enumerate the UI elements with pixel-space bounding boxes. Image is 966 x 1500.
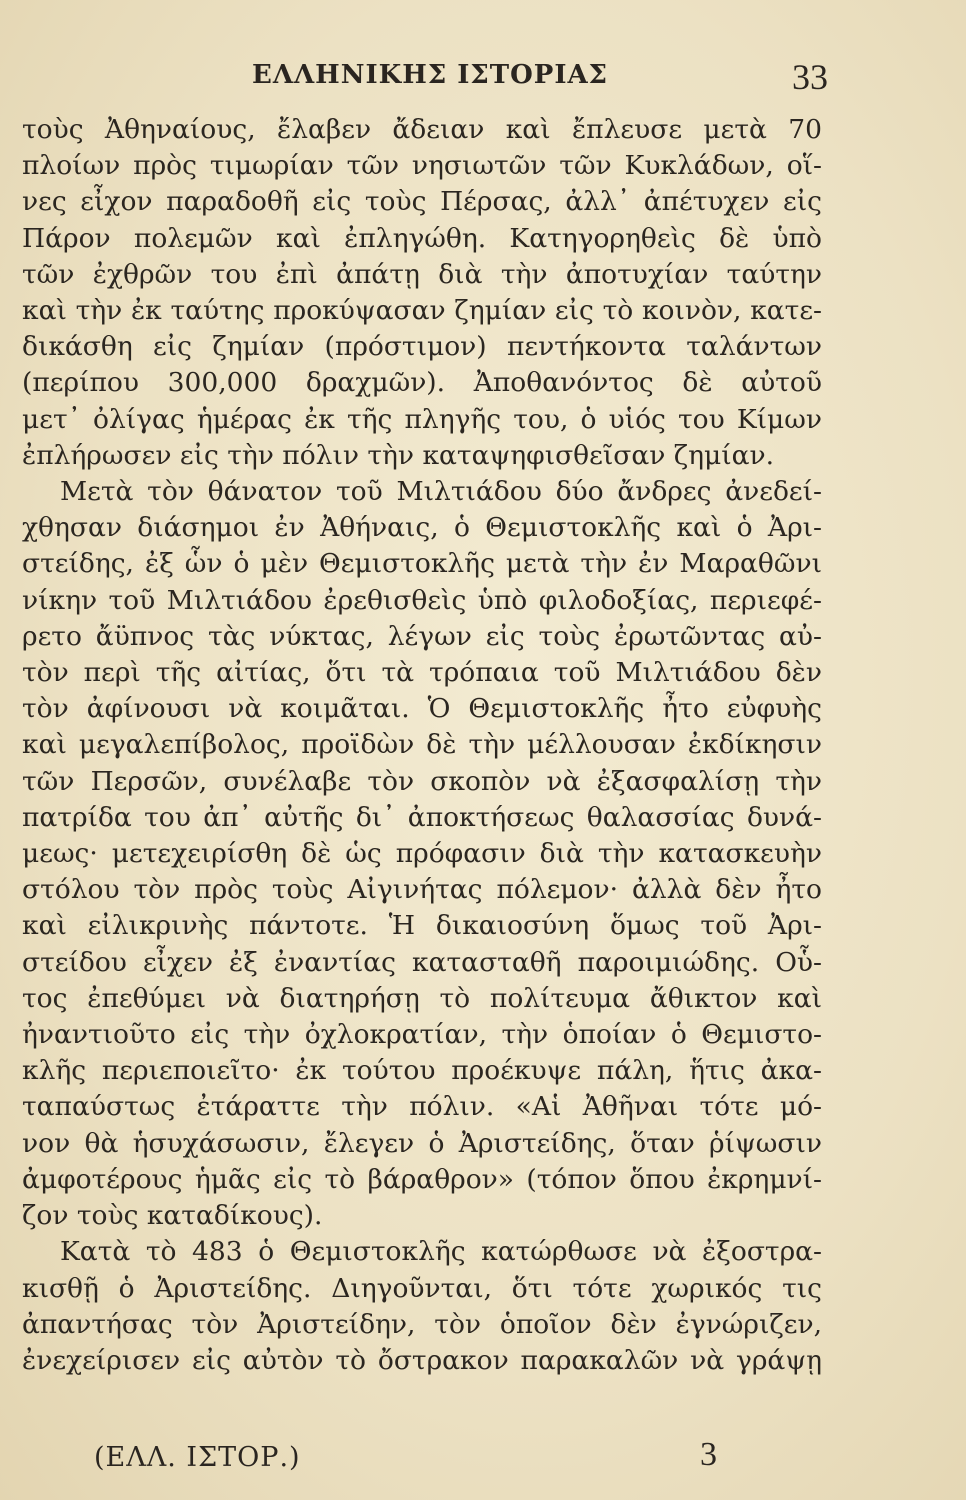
text-line: δικάσθη εἰς ζημίαν (πρόστιμον) πεντήκοντα ταλάντων bbox=[22, 331, 822, 363]
text-line: ἠναντιοῦτο εἰς τὴν ὀχλοκρατίαν, τὴν ὁποίαν ὁ Θεμιστο- bbox=[22, 1019, 822, 1051]
text-line: χθησαν διάσημοι ἐν Ἀθήναις, ὁ Θεμιστοκλῆς καὶ ὁ Ἀρι- bbox=[22, 512, 822, 544]
text-line: κλῆς περιεποιεῖτο· ἐκ τούτου προέκυψε πάλη, ἥτις ἀκα- bbox=[22, 1055, 822, 1087]
text-line: τῶν ἐχθρῶν του ἐπὶ ἀπάτῃ διὰ τὴν ἀποτυχίαν ταύτην bbox=[22, 258, 822, 290]
text-line: τὸν ἀφίνουσι νὰ κοιμᾶται. Ὁ Θεμιστοκλῆς ἦτο εὐφυὴς bbox=[22, 693, 822, 725]
text-line: ταπαύστως ἐτάραττε τὴν πόλιν. «Αἱ Ἀθῆναι τότε μό- bbox=[22, 1091, 822, 1123]
text-line: νον θὰ ἡσυχάσωσιν, ἔλεγεν ὁ Ἀριστείδης, ὅταν ῥίψωσιν bbox=[22, 1127, 822, 1159]
page-number: 33 bbox=[792, 57, 828, 97]
text-line: μετ᾽ ὀλίγας ἡμέρας ἐκ τῆς πληγῆς του, ὁ υἱός του Κίμων bbox=[22, 403, 822, 435]
paragraph-first-line: Μετὰ τὸν θάνατον τοῦ Μιλτιάδου δύο ἄνδρες ἀνεδεί- bbox=[60, 476, 822, 508]
signature-mark: 3 bbox=[700, 1436, 717, 1473]
text-line: τὸν περὶ τῆς αἰτίας, ὅτι τὰ τρόπαια τοῦ Μιλτιάδου δὲν bbox=[22, 657, 822, 689]
text-line: ρετο ἄϋπνος τὰς νύκτας, λέγων εἰς τοὺς ἐρωτῶντας αὐ- bbox=[22, 620, 822, 652]
paragraph-last-line: ζον τοὺς καταδίκους). bbox=[22, 1200, 323, 1232]
text-line: μεως· μετεχειρίσθη δὲ ὡς πρόφασιν διὰ τὴν κατασκευὴν bbox=[22, 838, 822, 870]
text-line: Πάρον πολεμῶν καὶ ἐπληγώθη. Κατηγορηθεὶς δὲ ὑπὸ bbox=[22, 222, 822, 254]
footer-signature: (ΕΛΛ. ΙΣΤΟΡ.) bbox=[94, 1442, 301, 1473]
text-line: κισθῇ ὁ Ἀριστείδης. Διηγοῦνται, ὅτι τότε χωρικός τις bbox=[22, 1272, 822, 1304]
running-head-title: ΕΛΛΗΝΙΚΗΣ ΙΣΤΟΡΙΑΣ bbox=[252, 60, 609, 90]
text-line: πλοίων πρὸς τιμωρίαν τῶν νησιωτῶν τῶν Κυκλάδων, οἵ- bbox=[22, 150, 822, 182]
text-line: νίκην τοῦ Μιλτιάδου ἐρεθισθεὶς ὑπὸ φιλοδοξίας, περιεφέ- bbox=[22, 584, 822, 616]
text-line: καὶ τὴν ἐκ ταύτης προκύψασαν ζημίαν εἰς τὸ κοινὸν, κατε- bbox=[22, 295, 822, 327]
text-line: ἀμφοτέρους ἡμᾶς εἰς τὸ βάραθρον» (τόπον ὅπου ἐκρημνί- bbox=[22, 1163, 822, 1195]
paragraph-last-line: ἐπλήρωσεν εἰς τὴν πόλιν τὴν καταψηφισθεῖσαν ζημίαν. bbox=[22, 439, 775, 471]
text-line: τῶν Περσῶν, συνέλαβε τὸν σκοπὸν νὰ ἐξασφαλίσῃ τὴν bbox=[22, 765, 822, 797]
text-line: στείδης, ἐξ ὧν ὁ μὲν Θεμιστοκλῆς μετὰ τὴν ἐν Μαραθῶνι bbox=[22, 548, 822, 580]
text-line: ἀπαντήσας τὸν Ἀριστείδην, τὸν ὁποῖον δὲν ἐγνώριζεν, bbox=[22, 1308, 822, 1340]
text-line: (περίπου 300,000 δραχμῶν). Ἀποθανόντος δὲ αὐτοῦ bbox=[22, 367, 822, 399]
text-line: νες εἶχον παραδοθῆ εἰς τοὺς Πέρσας, ἀλλ᾽ ἀπέτυχεν εἰς bbox=[22, 186, 822, 218]
paragraph-first-line: Κατὰ τὸ 483 ὁ Θεμιστοκλῆς κατώρθωσε νὰ ἐξοστρα- bbox=[60, 1236, 822, 1268]
body-text bbox=[22, 112, 822, 1379]
text-line: καὶ μεγαλεπίβολος, προϊδὼν δὲ τὴν μέλλουσαν ἐκδίκησιν bbox=[22, 729, 822, 761]
text-line: καὶ εἰλικρινὴς πάντοτε. Ἡ δικαιοσύνη ὅμως τοῦ Ἀρι- bbox=[22, 910, 822, 942]
text-line: στόλου τὸν πρὸς τοὺς Αἰγινήτας πόλεμον· ἀλλὰ δὲν ἦτο bbox=[22, 874, 822, 906]
text-line: στείδου εἶχεν ἐξ ἐναντίας κατασταθῆ παροιμιώδης. Οὗ- bbox=[22, 946, 822, 978]
text-line: τοὺς Ἀθηναίους, ἔλαβεν ἄδειαν καὶ ἔπλευσε μετὰ 70 bbox=[22, 114, 822, 145]
text-line: τος ἐπεθύμει νὰ διατηρήσῃ τὸ πολίτευμα ἄθικτον καὶ bbox=[22, 982, 822, 1014]
text-line: πατρίδα του ἀπ᾽ αὐτῆς δι᾽ ἀποκτήσεως θαλασσίας δυνά- bbox=[22, 801, 822, 833]
text-line: ἐνεχείρισεν εἰς αὐτὸν τὸ ὄστρακον παρακαλῶν νὰ γράψῃ bbox=[22, 1344, 822, 1376]
